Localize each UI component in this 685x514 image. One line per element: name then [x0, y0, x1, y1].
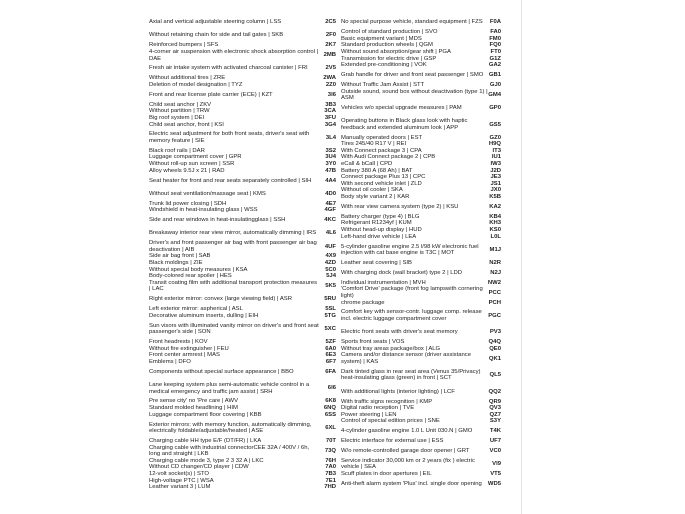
right-option-text: Without tray areas package/box | ALG — [341, 345, 441, 352]
right-option-text: Manually operated doors | EST — [341, 134, 423, 141]
right-option-code: GZ0 — [489, 134, 501, 141]
left-option-code: 7E1 — [325, 477, 336, 484]
right-option-code: J2D — [490, 167, 501, 174]
right-option-text: Without sound absorption/gear shift | PGA — [341, 48, 451, 55]
left-option-code: 70T — [325, 438, 336, 445]
left-option-code: 3I6 — [327, 91, 336, 98]
page-divider — [521, 0, 522, 514]
right-option-code: H9Q — [488, 141, 501, 148]
left-option-text: Charging cable with industrial connectorCEE 32A / 400V / 6h, long and straight | LKB — [149, 444, 310, 458]
left-option-text: Without special body measures | KSA — [149, 266, 248, 273]
right-option-text: Battery 380 A (68 Ah) | BAT — [341, 167, 413, 174]
left-option-code: 5SL — [325, 306, 336, 313]
right-option-text: No special purpose vehicle, standard equipment | FZS — [341, 19, 483, 26]
left-option-text: Leather variant 3 | LUM — [149, 484, 211, 491]
right-option-text: With charging dock (wall bracket) type 2 | LDD — [341, 269, 463, 276]
left-option-code: 6XL — [325, 424, 336, 431]
right-option-code: QZ7 — [489, 411, 501, 418]
left-option-code: 3FU — [324, 114, 336, 121]
left-option-code: 3S2 — [325, 147, 336, 154]
right-option-code: PCC — [488, 289, 501, 296]
right-option-text: Anti-theft alarm system 'Plus' incl. single door opening — [341, 480, 482, 487]
left-option-code: 5C0 — [325, 266, 336, 273]
right-option-text: Basic equipment variant | MDS — [341, 35, 422, 42]
right-option-code: WD5 — [487, 480, 501, 487]
right-option-code: IU1 — [491, 154, 501, 161]
right-option-text: Connect package Plus 13 | CPC — [341, 174, 426, 181]
left-option-code: 2F0 — [325, 32, 336, 39]
right-option-code: S3Y — [489, 418, 501, 425]
right-option-text: Left-hand drive vehicle | LEA — [341, 233, 417, 240]
left-option-code: 2K7 — [325, 42, 336, 49]
left-option-text: Fresh air intake system with activated charcoal canister | FRI — [149, 65, 308, 72]
left-option-code: 4KC — [324, 217, 336, 224]
left-option-code: 7B3 — [325, 471, 336, 478]
right-option-code: PCH — [488, 299, 501, 306]
right-option-text: Tires 245/40 R17 V | REI — [341, 141, 407, 148]
left-option-text: Without CD changer/CD player | CDW — [149, 464, 249, 471]
left-option-code: 5RU — [324, 296, 336, 303]
left-option-text: Body-colored rear spoiler | HES — [149, 273, 232, 280]
right-option-text: With Connect package 3 | CPA — [341, 147, 422, 154]
right-option-text: Body style variant 2 | KAR — [341, 194, 410, 201]
right-option-text: Transmission for electric drive | GSP — [341, 55, 437, 62]
right-option-code: JE3 — [490, 174, 501, 181]
right-option-text: Without oil cooler | SKA — [341, 187, 403, 194]
right-option-text: Grab handle for driver and front seat passenger | SMO — [341, 72, 484, 79]
right-option-code: VT5 — [490, 471, 501, 478]
right-option-text: Extended pre-conditioning | VOK — [341, 62, 427, 69]
left-option-code: 3B3 — [325, 101, 336, 108]
right-option-text: chrome package — [341, 299, 385, 306]
right-option-code: FM0 — [489, 35, 501, 42]
right-option-code: VC0 — [489, 447, 501, 454]
left-option-code: 6I6 — [327, 385, 336, 392]
right-option-text: Digital radio reception | TVE — [341, 405, 415, 412]
left-option-text: Front and rear license plate carrier (ECE) | KZT — [149, 91, 273, 98]
right-option-text: Control of special edition prices | SNE — [341, 418, 440, 425]
right-option-code: GA2 — [488, 62, 501, 69]
right-option-text: 5-cylinder gasoline engine 2.5 l/98 kW electronic fuel injection with cat base engine is T3C | MOT — [341, 243, 479, 257]
left-option-text: Front headrests | KOV — [149, 339, 208, 346]
right-option-code: QQ2 — [488, 388, 501, 395]
right-option-text: Sports front seats | VOS — [341, 339, 405, 346]
left-option-code: 47B — [325, 167, 336, 174]
right-option-text: Operating buttons in Black glass look with haptic feedback and extended aluminum look | APP — [341, 118, 468, 131]
right-option-code: IT3 — [492, 147, 501, 154]
right-option-code: Q4Q — [488, 339, 501, 346]
right-option-text: Camera and/or distance sensor (driver assistance system) | KAS — [341, 352, 471, 365]
left-option-code: 4GF — [324, 207, 336, 214]
left-option-text: Child seat anchor | ZKV — [149, 101, 212, 108]
right-option-text: With additional lights (interior lighting) | LCF — [341, 388, 455, 395]
left-option-text: Right exterior mirror: convex (large viewing field) | ASR — [149, 296, 292, 303]
right-option-text: Outside sound, sound box without deactivation (type 1) | ASM — [341, 88, 488, 102]
left-option-code: 3G4 — [324, 121, 336, 128]
right-option-code: KH3 — [489, 220, 501, 227]
left-option-text: Alloy wheels 9.5J x 21 | RAD — [149, 167, 225, 174]
left-option-code: 3Y0 — [325, 161, 336, 168]
left-option-text: Without partition | TRW — [149, 108, 210, 115]
left-option-text: Without additional tires | ZRE — [149, 75, 226, 82]
right-option-code: QR9 — [488, 398, 501, 405]
right-codes — [479, 16, 501, 491]
left-option-code: 6NQ — [323, 405, 336, 412]
right-option-code: KA2 — [489, 203, 501, 210]
left-option-text: Side air bag front | SAB — [149, 253, 211, 260]
left-option-code: 4ZD — [324, 259, 336, 266]
right-option-code: QL5 — [489, 372, 501, 379]
right-option-text: eCall & bCall | CPD — [341, 161, 393, 168]
left-option-code: 4UF — [324, 243, 336, 250]
right-option-code: PV3 — [489, 329, 501, 336]
left-option-code: 5TG — [324, 312, 336, 319]
left-option-code: 6SS — [324, 411, 336, 418]
left-option-code: 4E7 — [325, 200, 336, 207]
left-option-code: 5K5 — [325, 283, 336, 290]
left-option-text: 12-volt socket(s) | STO — [149, 471, 210, 478]
right-option-text: With second vehicle inlet | ZLD — [341, 180, 422, 187]
left-option-text: Without retaining chain for side and tail gates | SKB — [149, 32, 284, 39]
right-option-code: L0L — [490, 233, 501, 240]
left-option-text: Charging cable mode 3, type 2 3 32 A | LKC — [149, 457, 264, 464]
right-option-text: With traffic signs recognition | KMP — [341, 398, 433, 405]
right-option-code: IW3 — [490, 161, 501, 168]
right-option-text: Electric front seats with driver's seat memory — [341, 329, 458, 336]
right-option-code: K5B — [489, 194, 501, 201]
right-option-text: Power steering | LEN — [341, 411, 397, 418]
left-option-text: Driver's and front passenger air bag with front passenger air bag deactivation | AIB — [149, 240, 317, 253]
right-option-code: KS0 — [489, 227, 501, 234]
left-option-text: Without seat ventilation/massage seat | KMS — [149, 190, 266, 197]
left-option-code: 76H — [325, 457, 336, 464]
right-option-text: With Audi Connect package 2 | CPB — [341, 154, 436, 161]
left-option-text: Electric seat adjustment for both front seats, driver's seat with memory feature | SIE — [149, 131, 310, 144]
right-option-code: QE0 — [489, 345, 501, 352]
right-option-code: M1J — [489, 246, 501, 253]
right-option-code: G1Z — [489, 55, 501, 62]
left-option-code: 4X9 — [325, 253, 336, 260]
left-option-text: Black roof rails | DAR — [149, 147, 205, 154]
right-option-text: Refrigerant R1234yf | KUM — [341, 220, 412, 227]
right-option-text: 4-cylinder gasoline engine 1.0 L Unit 030.N | GMO — [341, 428, 473, 435]
left-option-text: Charging cable HH type E/F (DT/FR) | LKA — [149, 438, 262, 445]
left-option-text: 4-corner air suspension with electronic shock absorption control | DAE — [149, 48, 319, 62]
left-option-text: Standard molded headlining | HIM — [149, 405, 238, 412]
left-option-text: Decorative aluminum inserts, dulling | EIH — [149, 312, 259, 319]
left-option-code: 6E3 — [325, 352, 336, 359]
left-option-text: Lane keeping system plus semi-automatic vehicle control in a medical emergency and traffic jam assist | SRH — [149, 381, 310, 395]
left-option-code: 2C5 — [325, 19, 336, 26]
left-option-text: Luggage compartment cover | GPR — [149, 154, 242, 161]
right-option-code: QV3 — [489, 405, 501, 412]
right-option-code: FA0 — [490, 29, 501, 36]
right-option-text: Individual instrumentation | MVH — [341, 279, 426, 286]
left-option-code: 7A0 — [325, 464, 336, 471]
right-option-code: GJ0 — [489, 81, 501, 88]
right-option-text: Control of standard production | SVO — [341, 29, 438, 36]
right-option-text: Service indicator 30,000 km or 2 years (fix ) electric vehicle | SEA — [341, 457, 475, 471]
right-option-text: Scuff plates in door apertures | EIL — [341, 471, 432, 478]
left-option-code: 4A4 — [325, 177, 336, 184]
left-option-code: 5ZF — [325, 339, 336, 346]
right-option-text: Dark tinted glass in rear seat area (Venus 35/Privacy) heat-insulating glass (green) in front | SCT — [341, 368, 481, 382]
left-descriptions — [149, 16, 319, 491]
left-option-code: 5XC — [324, 325, 336, 332]
right-option-code: N2R — [489, 260, 501, 266]
right-option-code: GP0 — [489, 105, 501, 112]
left-option-code: 2Z0 — [325, 81, 336, 88]
left-option-text: Pre sense city' no 'Pre care | AWV — [149, 398, 239, 405]
left-option-text: Deletion of model designation | TYZ — [149, 81, 243, 88]
left-option-code: 7HD — [324, 484, 336, 491]
left-codes — [306, 16, 336, 491]
left-option-code: 6K8 — [325, 398, 336, 405]
left-option-code: 3CA — [324, 108, 336, 115]
right-option-code: JS1 — [490, 180, 501, 187]
left-option-code: 6F7 — [325, 358, 336, 365]
left-option-code: 5J4 — [326, 273, 336, 280]
right-option-code: F0A — [489, 19, 501, 26]
left-option-code: 4L6 — [325, 230, 336, 237]
left-option-code: 73Q — [324, 447, 336, 454]
right-option-text: Electric interface for external use | ESS — [341, 438, 444, 445]
right-option-code: UF7 — [489, 438, 501, 445]
right-option-code: GM4 — [488, 91, 501, 98]
right-option-code: T4K — [489, 428, 501, 435]
left-option-text: Breakaway interior rear view mirror, automatically dimming | IRS — [149, 230, 317, 237]
left-option-text: Black moldings | ZIE — [149, 259, 203, 266]
right-option-code: FT0 — [490, 48, 501, 55]
left-option-text: Windshield in heat-insulating glass | WSS — [149, 207, 258, 214]
right-option-text: Comfort key with sensor-contr. luggage comp. release incl. electric luggage compartment cover — [341, 309, 482, 323]
right-option-text: Without Traffic Jam Assist | STT — [341, 81, 425, 88]
left-option-text: Without fire extinguisher | FEU — [149, 345, 229, 352]
right-option-text: Leather seat covering | SIB — [341, 260, 412, 266]
right-option-code: PGC — [488, 312, 501, 319]
right-option-code: VI9 — [492, 461, 501, 468]
left-option-code: 4D0 — [325, 190, 336, 197]
left-option-text: Big roof system | DEI — [149, 114, 205, 121]
left-option-code: 6FA — [325, 368, 336, 375]
right-option-code: GS5 — [489, 121, 501, 128]
left-option-code: 3L4 — [325, 134, 336, 141]
left-option-text: Side and rear windows in heat-insulatingglass | SSH — [149, 217, 286, 224]
right-option-code: N2J — [490, 269, 501, 276]
left-option-code: 6A0 — [325, 345, 336, 352]
right-option-text: 'Comfort Drive' package (front fog lampswith cornering light) — [341, 286, 483, 299]
left-option-text: Axial and vertical adjustable steering column | LSS — [149, 19, 282, 26]
right-option-text: Vehicles w/o special upgrade measures | PAM — [341, 105, 462, 112]
left-option-code: 2MB — [323, 52, 336, 59]
left-option-code: 2V5 — [325, 65, 336, 72]
left-option-text: Without roll-up sun screen | SSR — [149, 161, 235, 168]
left-option-text: Trunk lid power closing | SDH — [149, 200, 227, 207]
left-option-text: Luggage compartment floor covering | KBB — [149, 411, 262, 418]
left-option-text: Left exterior mirror: aspherical | ASL — [149, 306, 243, 313]
left-option-text: Emblems | DFO — [149, 358, 191, 365]
left-option-text: Components without special surface appearance | BBO — [149, 368, 294, 375]
right-option-code: KB4 — [489, 213, 501, 220]
left-option-text: Reinforced bumpers | SFS — [149, 42, 219, 49]
right-option-text: With rear view camera system (type 2) | KSU — [341, 203, 459, 210]
left-option-text: High-voltage PTC | WSA — [149, 477, 214, 484]
right-descriptions — [341, 16, 491, 491]
right-option-text: W/o remote-controlled garage door opener | GRT — [341, 447, 470, 454]
right-option-text: Without head-up display | HUD — [341, 227, 422, 234]
right-option-text: Battery charger (type 4) | BLG — [341, 213, 420, 220]
left-option-text: Transit coating film with additional transport protection measures | LAC — [149, 279, 318, 293]
right-option-code: QK1 — [488, 355, 501, 362]
left-option-code: 3U4 — [325, 154, 336, 161]
left-option-text: Exterior mirrors: with memory function, automatically dimming, electrically foldable/adjustable/heated | ASE — [149, 421, 312, 435]
right-option-text: Standard production wheels | QGM — [341, 42, 433, 49]
right-option-code: JX0 — [490, 187, 501, 194]
right-option-code: NW2 — [487, 279, 501, 286]
left-option-code: 2WA — [323, 75, 336, 82]
right-option-code: FQ0 — [489, 42, 501, 49]
left-option-text: Front center armrest | MAS — [149, 352, 220, 359]
right-option-code: GB1 — [488, 72, 501, 79]
left-option-text: Sun visors with illuminated vanity mirror on driver's and front seat passenger's side | SON — [149, 322, 319, 336]
left-option-text: Child seat anchor, front | KSI — [149, 121, 224, 128]
left-option-text: Seat heater for front and rear seats separately controlled | SIH — [149, 177, 312, 184]
